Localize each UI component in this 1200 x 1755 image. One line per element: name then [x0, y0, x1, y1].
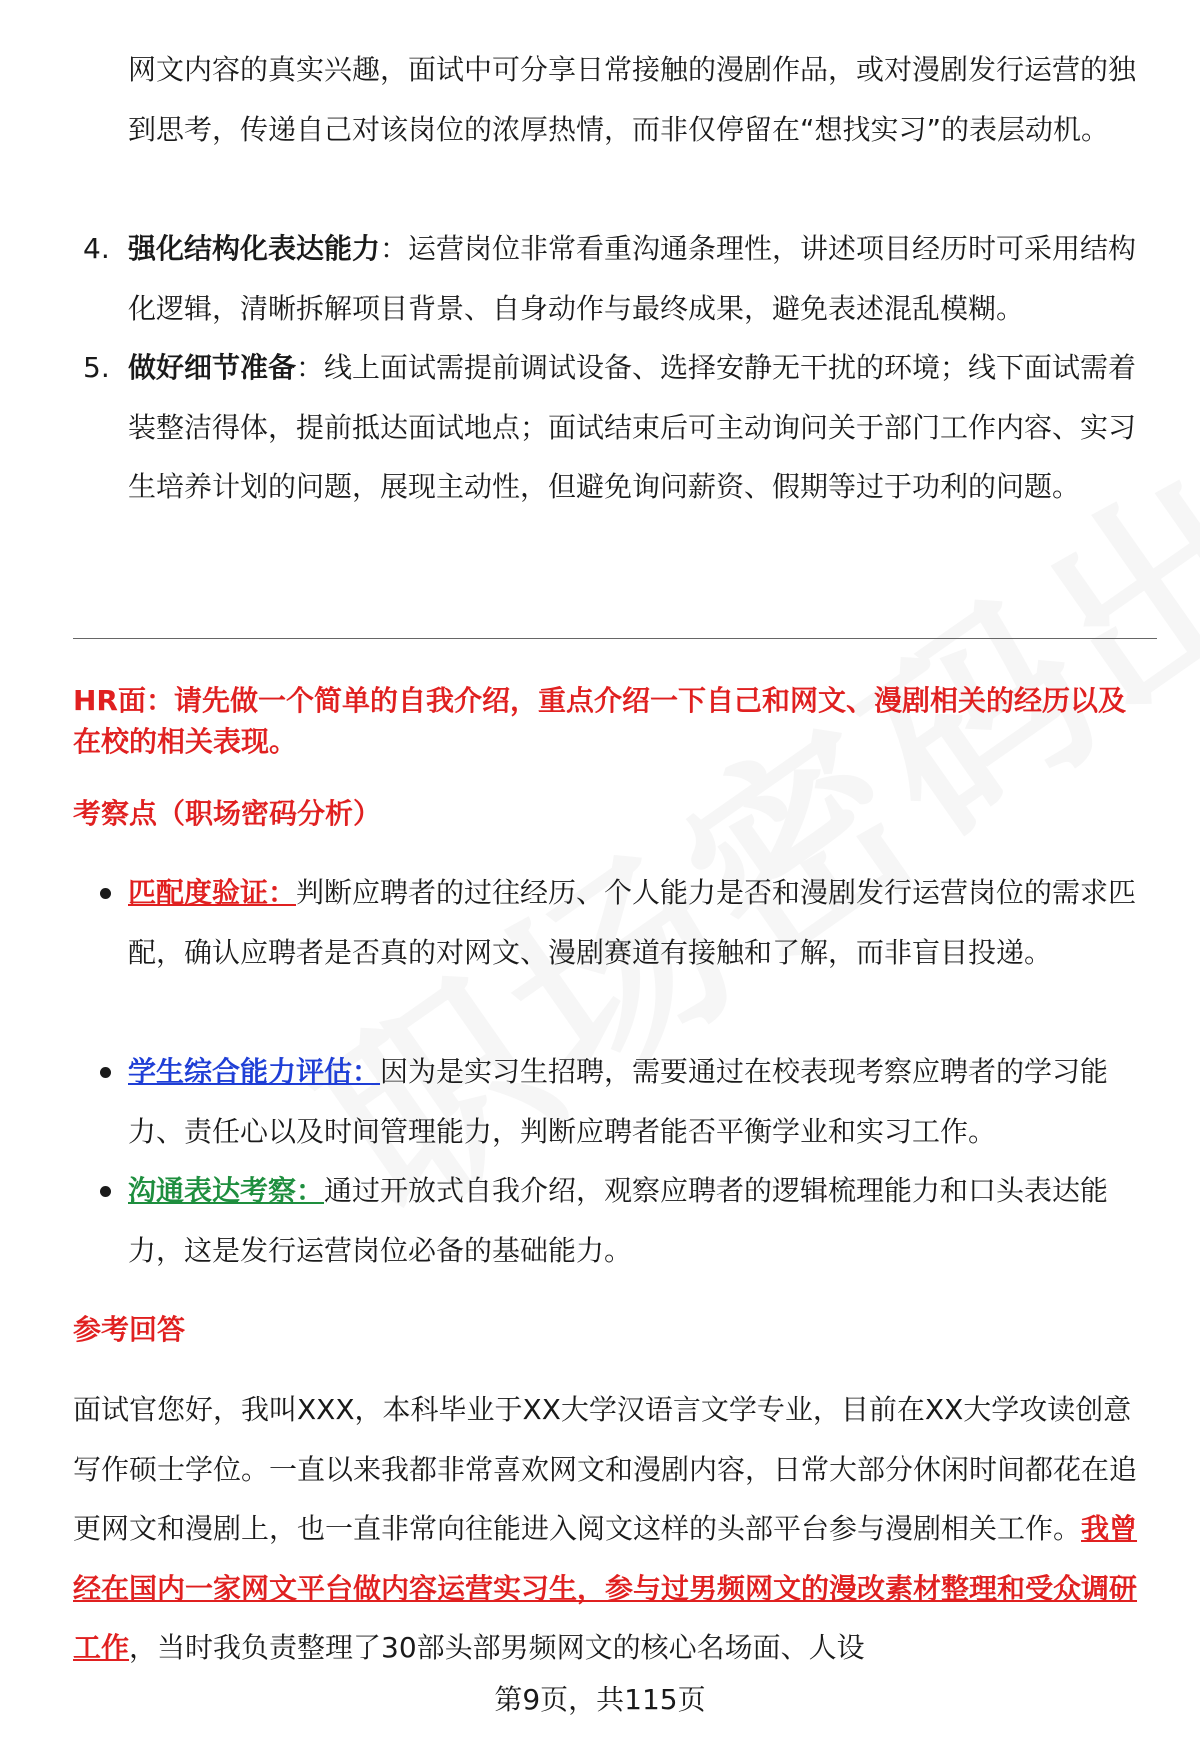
tip-number: 4. — [83, 232, 110, 265]
focus-point-label: 学生综合能力评估： — [128, 1055, 381, 1088]
focus-point-communication — [128, 1161, 1148, 1280]
tip-text: ：线上面试需提前调试设备、选择安静无干扰的环境；线下面试需着装整洁得体，提前抵达面试地点；面试结束后可主动询问关于部门工作内容、实习生培养计划的问题，展现主动性，但避免询问薪资、假期等过于功利的问题。 — [128, 351, 1137, 503]
tip-text: ：运营岗位非常看重沟通条理性，讲述项目经历时可采用结构化逻辑，清晰拆解项目背景、自身动作与最终成果，避免表述混乱模糊。 — [128, 232, 1137, 325]
tip-item-5 — [83, 338, 1148, 517]
tip-title: 强化结构化表达能力 — [128, 232, 381, 265]
tip-title: 做好细节准备 — [128, 351, 297, 384]
page-footer: 第9页，共115页 — [494, 1683, 706, 1716]
bullet-dot — [100, 1067, 111, 1078]
focus-heading: 考察点（职场密码分析） — [73, 797, 382, 830]
bullet-dot — [100, 888, 111, 899]
focus-point-text: 判断应聘者的过往经历、个人能力是否和漫剧发行运营岗位的需求匹配，确认应聘者是否真的对网文、漫剧赛道有接触和了解，而非盲目投递。 — [128, 876, 1137, 969]
focus-point-ability — [128, 1042, 1148, 1161]
focus-point-text: 通过开放式自我介绍，观察应聘者的逻辑梳理能力和口头表达能力，这是发行运营岗位必备的基础能力。 — [128, 1174, 1109, 1267]
answer-highlight: 我曾经在国内一家网文平台做内容运营实习生，参与过男频网文的漫改素材整理和受众调研工作 — [73, 1512, 1138, 1664]
answer-paragraph — [73, 1380, 1153, 1678]
focus-point-text: 因为是实习生招聘，需要通过在校表现考察应聘者的学习能力、责任心以及时间管理能力，判断应聘者能否平衡学业和实习工作。 — [128, 1055, 1109, 1148]
tip-number: 5. — [83, 351, 110, 384]
answer-heading: 参考回答 — [73, 1313, 186, 1346]
focus-point-label: 匹配度验证： — [128, 876, 297, 909]
answer-text-continued: ，当时我负责整理了30部头部男频网文的核心名场面、人设 — [129, 1631, 865, 1664]
bullet-dot — [100, 1186, 111, 1197]
focus-point-label: 沟通表达考察： — [128, 1174, 325, 1207]
section-divider — [73, 638, 1157, 639]
intro-tail-paragraph: 网文内容的真实兴趣，面试中可分享日常接触的漫剧作品，或对漫剧发行运营的独到思考，传递自己对该岗位的浓厚热情，而非仅停留在“想找实习”的表层动机。 — [128, 53, 1137, 146]
focus-point-match — [128, 863, 1148, 982]
answer-text: 面试官您好，我叫XXX，本科毕业于XX大学汉语言文学专业，目前在XX大学攻读创意写作硕士学位。一直以来我都非常喜欢网文和漫剧内容，日常大部分休闲时间都花在追更网文和漫剧上，也一直非常向往能进入阅文这样的头部平台参与漫剧相关工作。 — [73, 1393, 1138, 1545]
interview-question: HR面：请先做一个简单的自我介绍，重点介绍一下自己和网文、漫剧相关的经历以及在校的相关表现。 — [73, 684, 1126, 758]
tip-item-4 — [83, 219, 1148, 338]
